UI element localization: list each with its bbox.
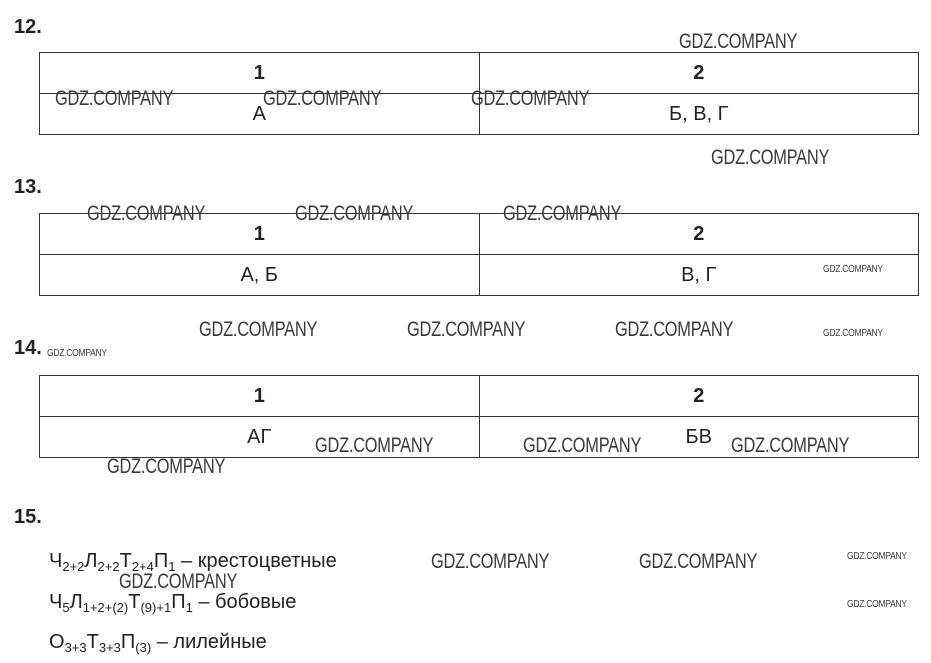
watermark: GDZ.COMPANY xyxy=(503,202,622,225)
task-number-12: 12. xyxy=(14,16,42,38)
answer-cell-2: БВ xyxy=(479,417,919,458)
watermark: GDZ.COMPANY xyxy=(47,348,107,359)
watermark: GDZ.COMPANY xyxy=(315,434,434,457)
watermark: GDZ.COMPANY xyxy=(407,318,526,341)
watermark: GDZ.COMPANY xyxy=(119,570,238,593)
answer-cell-1: АГ xyxy=(40,417,480,458)
watermark: GDZ.COMPANY xyxy=(471,87,590,110)
watermark: GDZ.COMPANY xyxy=(55,87,174,110)
watermark: GDZ.COMPANY xyxy=(711,146,830,169)
watermark: GDZ.COMPANY xyxy=(199,318,318,341)
column-header-1: 1 xyxy=(40,53,480,94)
watermark: GDZ.COMPANY xyxy=(87,202,206,225)
watermark: GDZ.COMPANY xyxy=(295,202,414,225)
watermark: GDZ.COMPANY xyxy=(823,264,883,275)
watermark: GDZ.COMPANY xyxy=(847,551,907,562)
watermark: GDZ.COMPANY xyxy=(263,87,382,110)
answer-cell-2: В, Г xyxy=(479,255,919,296)
answer-cell-2: Б, В, Г xyxy=(479,94,919,135)
flower-formula-lilies: $О_{3+3}Т_{3+3}П_{(3)}$ – лилейные xyxy=(49,631,267,655)
watermark: GDZ.COMPANY xyxy=(107,455,226,478)
watermark: GDZ.COMPANY xyxy=(823,328,883,339)
watermark: GDZ.COMPANY xyxy=(679,30,798,53)
column-header-2: 2 xyxy=(479,53,919,94)
watermark: GDZ.COMPANY xyxy=(639,550,758,573)
column-header-2: 2 xyxy=(479,376,919,417)
task-number-13: 13. xyxy=(14,176,42,198)
watermark: GDZ.COMPANY xyxy=(523,434,642,457)
watermark: GDZ.COMPANY xyxy=(847,599,907,610)
flower-formula-cruciferous: $Ч_{2+2}Л_{2+2}Т_{2+4}П_1$ – крестоцветные xyxy=(49,550,337,574)
answer-cell-1: А, Б xyxy=(40,255,480,296)
answer-cell-1: А xyxy=(40,94,480,135)
watermark: GDZ.COMPANY xyxy=(431,550,550,573)
column-header-2: 2 xyxy=(479,214,919,255)
task-number-15: 15. xyxy=(14,506,42,528)
task-number-14: 14. xyxy=(14,337,42,359)
flower-formula-legumes: $Ч_5Л_{1+2+(2)}Т_{(9)+1}П_1$ – бобовые xyxy=(49,591,297,615)
column-header-1: 1 xyxy=(40,214,480,255)
column-header-1: 1 xyxy=(40,376,480,417)
watermark: GDZ.COMPANY xyxy=(615,318,734,341)
watermark: GDZ.COMPANY xyxy=(731,434,850,457)
